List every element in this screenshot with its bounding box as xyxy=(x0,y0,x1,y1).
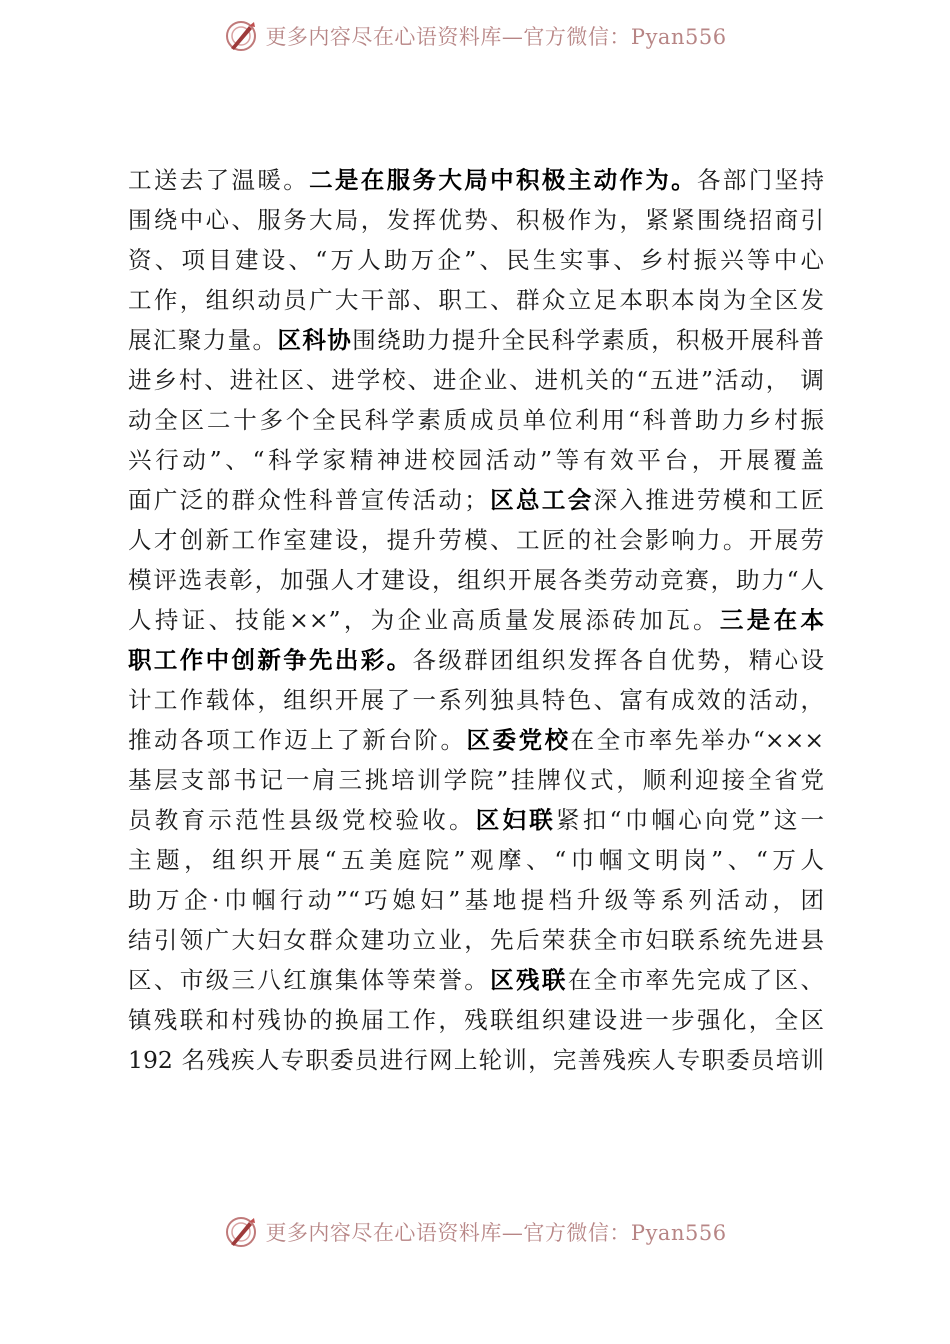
body-text: 推动各项工作迈上了新台阶。 xyxy=(128,726,467,754)
bold-heading-text: 区委党校 xyxy=(466,726,571,754)
text-line xyxy=(128,320,824,360)
text-line xyxy=(128,480,824,520)
text-line xyxy=(128,920,824,960)
text-line xyxy=(128,160,824,200)
body-text: 动全区二十多个全民科学素质成员单位利用“科普助力乡村振 xyxy=(128,406,824,434)
body-text: 助万企·巾帼行动”“巧媳妇”基地提档升级等系列活动，团 xyxy=(128,886,824,914)
text-line xyxy=(128,400,824,440)
body-text: 围绕助力提升全民科学素质，积极开展科普 xyxy=(352,326,824,354)
body-text: 镇残联和村残协的换届工作，残联组织建设进一步强化，全区 xyxy=(128,1006,824,1034)
body-text: 进乡村、进社区、进学校、进企业、进机关的“五进”活动， 调 xyxy=(128,366,824,394)
body-text: 工送去了温暖。 xyxy=(128,166,310,194)
body-text: 区、市级三八红旗集体等荣誉。 xyxy=(128,966,491,994)
text-line xyxy=(128,720,824,760)
watermark-text: 更多内容尽在心语资料库—官方微信：Pyan556 xyxy=(265,1221,727,1245)
quill-pen-logo xyxy=(223,1214,259,1250)
text-line xyxy=(128,240,824,280)
text-line xyxy=(128,760,824,800)
body-text: 基层支部书记一肩三挑培训学院”挂牌仪式，顺利迎接全省党 xyxy=(128,766,824,794)
text-line xyxy=(128,680,824,720)
body-text: 紧扣“巾帼心向党”这一 xyxy=(555,806,824,834)
bold-heading-text: 三是在本 xyxy=(719,606,824,634)
body-text: 工作，组织动员广大干部、职工、群众立足本职本岗为全区发 xyxy=(128,286,824,314)
footer-watermark xyxy=(0,1210,950,1254)
body-text: 主题，组织开展“五美庭院”观摩、“巾帼文明岗”、“万人 xyxy=(128,846,824,874)
bold-heading-text: 职工作中创新争先出彩。 xyxy=(128,646,413,674)
text-line xyxy=(128,560,824,600)
body-text: 面广泛的群众性科普宣传活动； xyxy=(128,486,488,514)
text-line xyxy=(128,840,824,880)
body-text: 展汇聚力量。 xyxy=(128,326,278,354)
text-line xyxy=(128,440,824,480)
body-text: 人持证、技能××”，为企业高质量发展添砖加瓦。 xyxy=(128,606,720,634)
bold-heading-text: 二是在服务大局中积极主动作为。 xyxy=(309,166,698,194)
body-text: 兴行动”、“科学家精神进校园活动”等有效平台，开展覆盖 xyxy=(128,446,824,474)
body-text: 员教育示范性县级党校验收。 xyxy=(128,806,476,834)
body-text: 模评选表彰，加强人才建设，组织开展各类劳动竞赛，助力“人 xyxy=(128,566,824,594)
text-line xyxy=(128,200,824,240)
quill-pen-logo xyxy=(223,18,259,54)
text-line xyxy=(128,280,824,320)
text-line xyxy=(128,1040,824,1080)
text-line xyxy=(128,800,824,840)
body-text: 人才创新工作室建设，提升劳模、工匠的社会影响力。开展劳 xyxy=(128,526,824,554)
header-watermark xyxy=(0,14,950,58)
bold-heading-text: 区残联 xyxy=(490,966,568,994)
body-text: 在全市率先举办“××× xyxy=(570,726,824,754)
text-line xyxy=(128,960,824,1000)
bold-heading-text: 区科协 xyxy=(277,326,353,354)
watermark-text: 更多内容尽在心语资料库—官方微信：Pyan556 xyxy=(265,25,727,49)
text-line xyxy=(128,360,824,400)
text-line xyxy=(128,520,824,560)
body-text: 结引领广大妇女群众建功立业，先后荣获全市妇联系统先进县 xyxy=(128,926,824,954)
text-line xyxy=(128,600,824,640)
body-text: 资、项目建设、“万人助万企”、民生实事、乡村振兴等中心 xyxy=(128,246,824,274)
text-line xyxy=(128,880,824,920)
body-text: 各级群团组织发挥各自优势，精心设 xyxy=(412,646,824,674)
body-text: 192 名残疾人专职委员进行网上轮训，完善残疾人专职委员培训 xyxy=(128,1046,824,1074)
body-text: 计工作载体，组织开展了一系列独具特色、富有成效的活动， xyxy=(128,686,824,714)
bold-heading-text: 区妇联 xyxy=(475,806,556,834)
body-text: 深入推进劳模和工匠 xyxy=(593,486,824,514)
bold-heading-text: 区总工会 xyxy=(487,486,594,514)
body-text: 各部门坚持 xyxy=(697,166,824,194)
text-line xyxy=(128,640,824,680)
document-body xyxy=(128,160,824,1080)
body-text: 围绕中心、服务大局，发挥优势、积极作为，紧紧围绕招商引 xyxy=(128,206,824,234)
text-line xyxy=(128,1000,824,1040)
body-text: 在全市率先完成了区、 xyxy=(567,966,824,994)
